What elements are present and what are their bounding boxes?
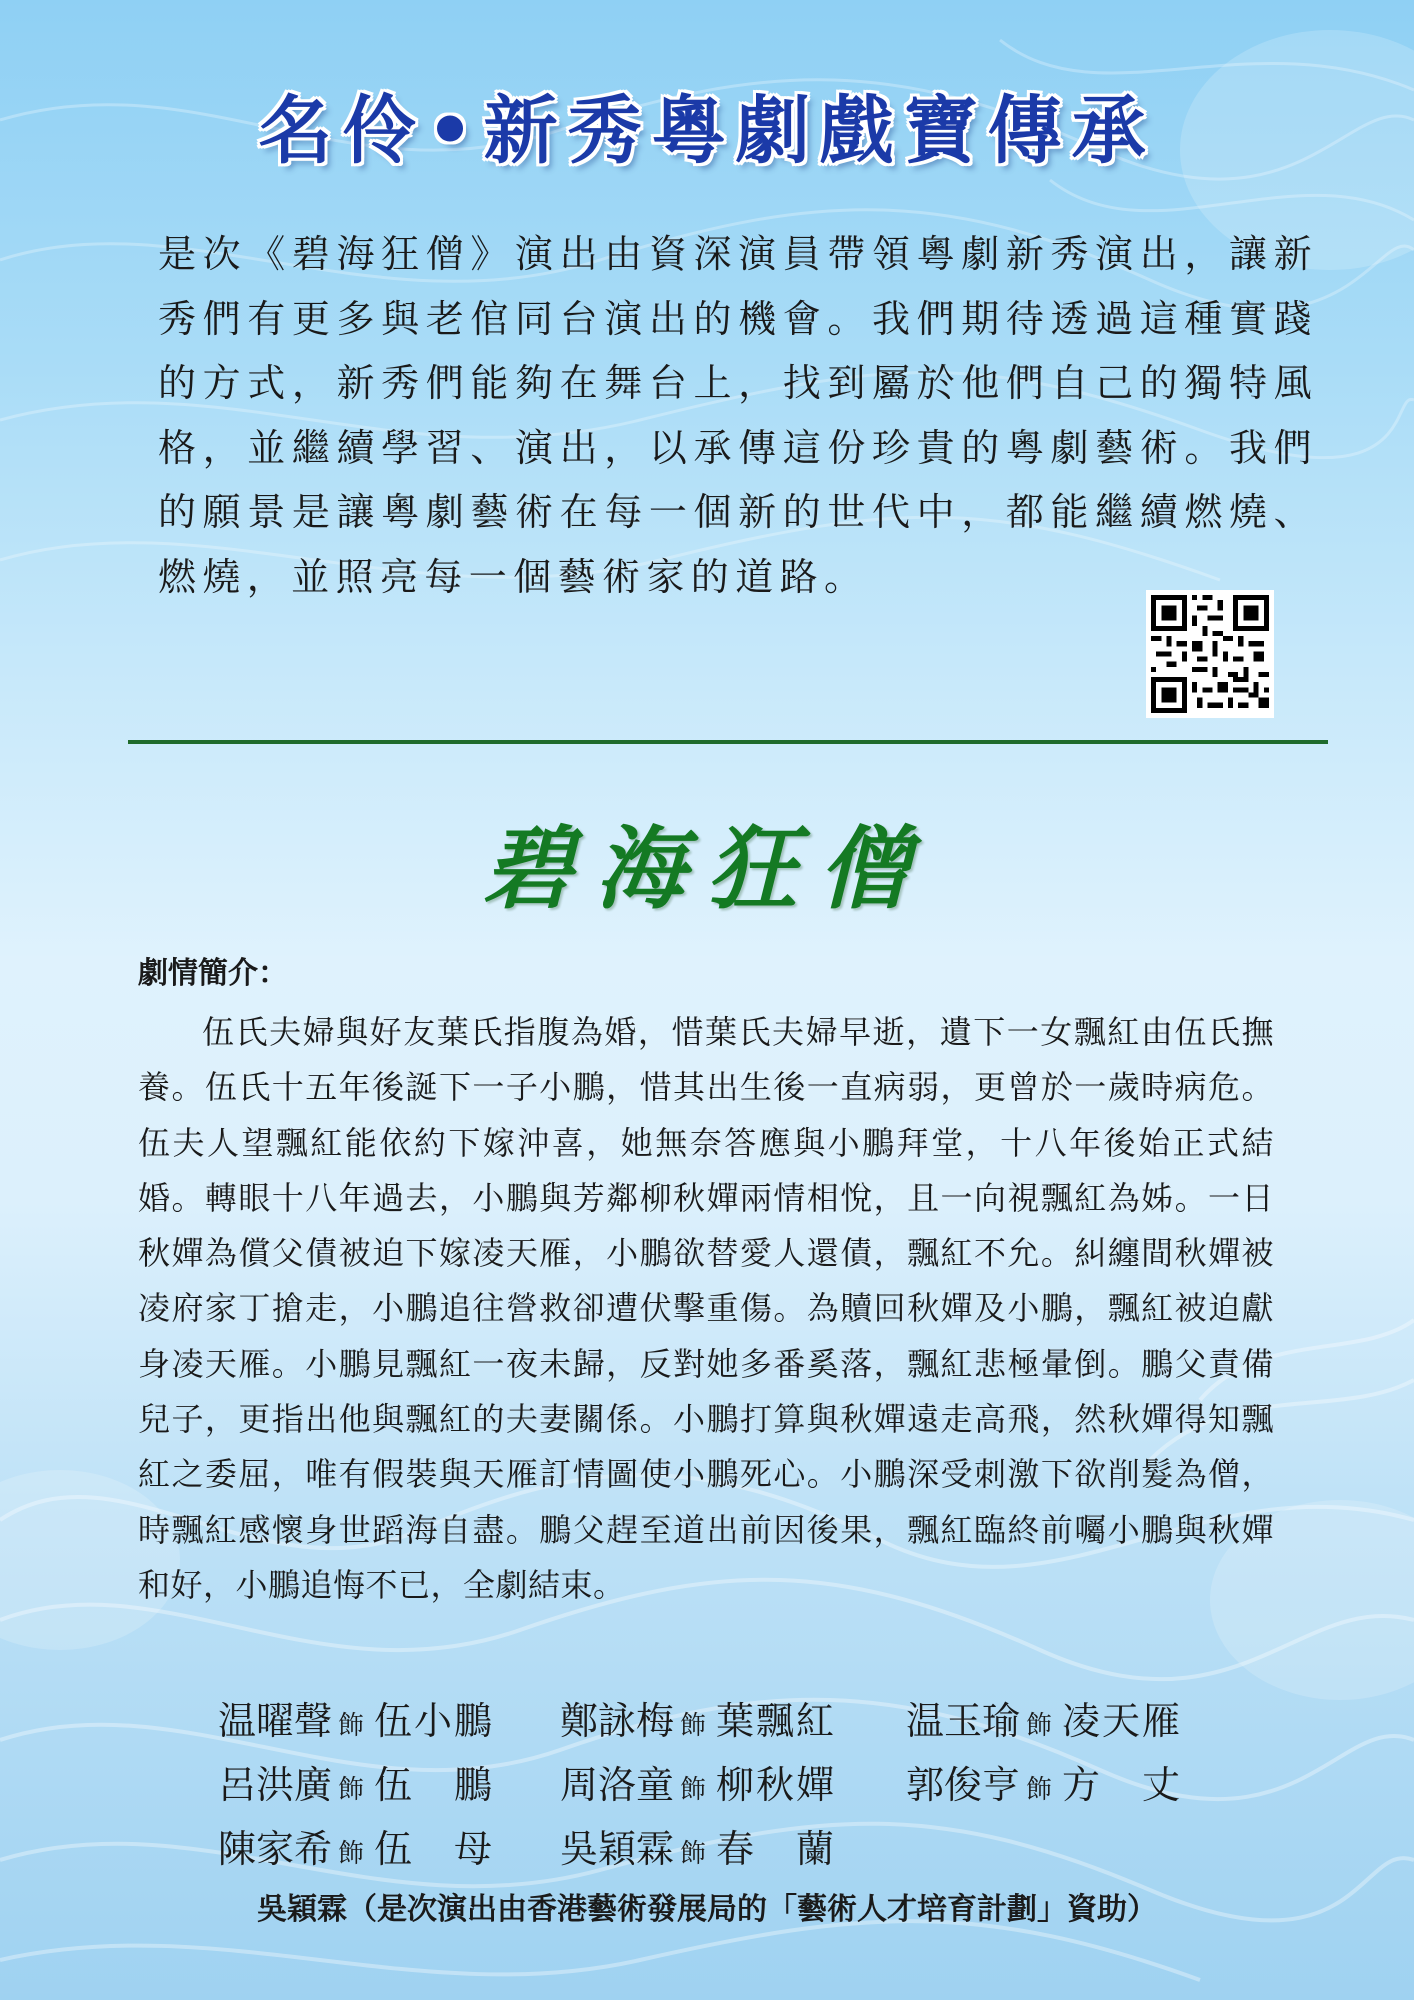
- cast-role: 凌天雁: [1062, 1699, 1183, 1743]
- intro-paragraph: 是次《碧海狂僧》演出由資深演員帶領粵劇新秀演出，讓新秀們有更多與老倌同台演出的機會。我們期待透過這種實踐的方式，新秀們能夠在舞台上，找到屬於他們自己的獨特風格，並繼續學習、演出，以承傳這份珍貴的粵劇藝術。我們的願景是讓粵劇藝術在每一個新的世代中，都能繼續燃燒、燃燒，並照亮每一個藝術家的道路。: [158, 232, 1318, 599]
- cast-role: 伍 母: [374, 1827, 495, 1871]
- cast-actor: 鄭詠梅: [560, 1699, 675, 1743]
- cast-role: 伍 鵬: [374, 1763, 495, 1807]
- synopsis-paragraph: 伍氏夫婦與好友葉氏指腹為婚，惜葉氏夫婦早逝，遺下一女飄紅由伍氏撫養。伍氏十五年後誕下一子小鵬，惜其出生後一直病弱，更曾於一歲時病危。伍夫人望飄紅能依約下嫁沖喜，她無奈答應與小鵬拜堂，十八年後始正式結婚。轉眼十八年過去，小鵬與芳鄰柳秋嬋兩情相悅，且一向視飄紅為姊。一日秋嬋為償父債被迫下嫁凌天雁，小鵬欲替愛人還債，飄紅不允。糾纏間秋嬋被凌府家丁搶走，小鵬追往營救卻遭伏擊重傷。為贖回秋嬋及小鵬，飄紅被迫獻身凌天雁。小鵬見飄紅一夜未歸，反對她多番奚落，飄紅悲極暈倒。鵬父責備兒子，更指出他與飄紅的夫妻關係。小鵬打算與秋嬋遠走高飛，然秋嬋得知飄紅之委屈，唯有假裝與天雁訂情圖使小鵬死心。小鵬深受刺激下欲削髮為僧，時飄紅感懷身世蹈海自盡。鵬父趕至道出前因後果，飄紅臨終前囑小鵬與秋嬋和好，小鵬追悔不已，全劇結束。: [138, 1013, 1274, 1604]
- cast-entry: [560, 1754, 836, 1809]
- footer-note: 吳穎霖（是次演出由香港藝術發展局的「藝術人才培育計劃」資助）: [257, 1892, 1157, 1927]
- cast-list: [218, 1690, 1218, 1882]
- play-title: 碧海狂僧: [483, 816, 931, 922]
- role-mark: 飾: [680, 1839, 707, 1869]
- cast-entry: [906, 1754, 1182, 1809]
- cast-row: [218, 1754, 1218, 1818]
- cast-role: 葉飄紅: [716, 1699, 837, 1743]
- section-divider: [128, 740, 1328, 744]
- cast-role: 方 丈: [1062, 1763, 1183, 1807]
- cast-row: [218, 1690, 1218, 1754]
- role-mark: 飾: [338, 1775, 365, 1805]
- role-mark: 飾: [1026, 1711, 1053, 1741]
- cast-entry: [218, 1690, 494, 1745]
- role-mark: 飾: [680, 1775, 707, 1805]
- role-mark: 飾: [338, 1711, 365, 1741]
- cast-row: [218, 1818, 1218, 1882]
- cast-entry: [560, 1690, 836, 1745]
- cast-actor: 温曜聲: [218, 1699, 333, 1743]
- role-mark: 飾: [1026, 1775, 1053, 1805]
- qr-code-icon[interactable]: [1146, 590, 1274, 718]
- cast-entry: [218, 1818, 494, 1873]
- synopsis-heading: 劇情簡介：: [138, 956, 288, 991]
- cast-actor: 郭俊亨: [906, 1763, 1021, 1807]
- cast-role: 伍小鵬: [374, 1699, 495, 1743]
- cast-actor: 温玉瑜: [906, 1699, 1021, 1743]
- cast-actor: 陳家希: [218, 1827, 333, 1871]
- cast-actor: 周洛童: [560, 1763, 675, 1807]
- main-title: 名伶•新秀粵劇戲寶傳承: [258, 88, 1156, 174]
- cast-entry: [218, 1754, 494, 1809]
- cast-role: 春 蘭: [716, 1827, 837, 1871]
- cast-actor: 呂洪廣: [218, 1763, 333, 1807]
- role-mark: 飾: [338, 1839, 365, 1869]
- role-mark: 飾: [680, 1711, 707, 1741]
- cast-role: 柳秋嬋: [716, 1763, 837, 1807]
- cast-actor: 吳穎霖: [560, 1827, 675, 1871]
- cast-entry: [560, 1818, 836, 1873]
- cast-entry: [906, 1690, 1182, 1745]
